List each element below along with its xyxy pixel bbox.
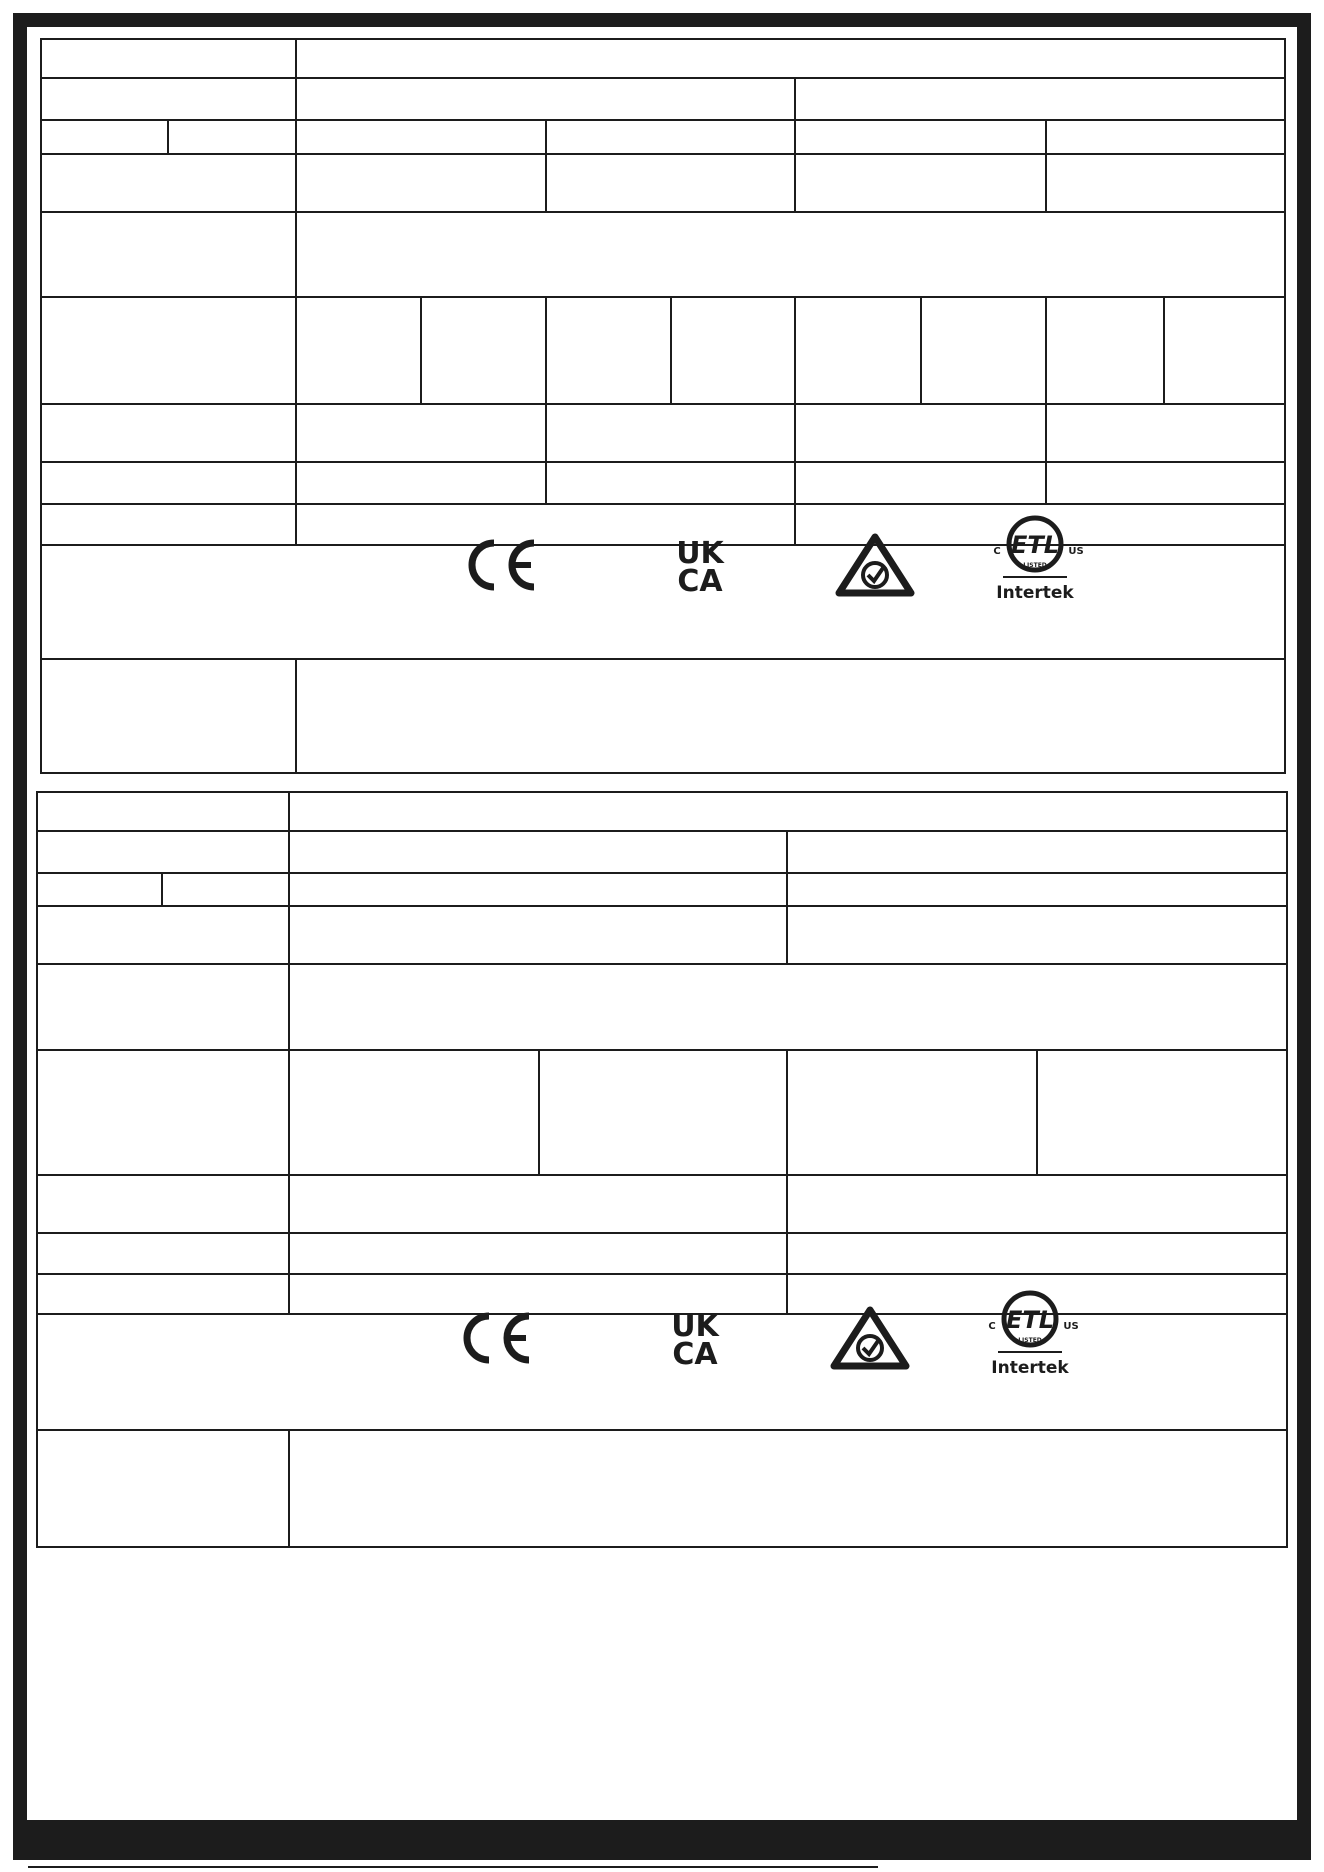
- svg-text:ETL: ETL: [1005, 1306, 1055, 1334]
- value-cell: [295, 298, 420, 403]
- row-label-cell: [42, 405, 295, 461]
- row-label-cell: [42, 660, 295, 774]
- svg-text:CA: CA: [677, 564, 723, 595]
- etl-listed-mark-icon: [970, 1289, 1090, 1386]
- table-row: [42, 546, 1284, 660]
- value-cell: [786, 1176, 1286, 1232]
- value-cell: [167, 121, 295, 153]
- value-cell: [295, 660, 1284, 774]
- row-label-cell: [38, 965, 288, 1049]
- value-cell: [288, 1051, 538, 1174]
- value-cell: [670, 298, 794, 403]
- svg-text:C: C: [988, 1321, 996, 1332]
- table-row: [38, 874, 1286, 907]
- ce-mark-icon: [460, 535, 540, 600]
- svg-text:UK: UK: [676, 536, 724, 571]
- table-row: [38, 907, 1286, 965]
- svg-text:US: US: [1068, 546, 1084, 557]
- value-cell: [295, 463, 545, 503]
- row-label-cell: [42, 298, 295, 403]
- svg-text:C: C: [993, 546, 1001, 557]
- value-cell: [161, 874, 288, 905]
- value-cell: [794, 298, 920, 403]
- value-cell: [1045, 405, 1284, 461]
- row-label-cell: [42, 79, 295, 119]
- table-row: [42, 40, 1284, 79]
- value-cell: [1036, 1051, 1286, 1174]
- value-cell: [288, 874, 786, 905]
- row-label-cell: [42, 40, 295, 77]
- etl-listed-mark-icon: [975, 514, 1095, 611]
- table-row: [38, 965, 1286, 1051]
- value-cell: [295, 405, 545, 461]
- table-row: [42, 405, 1284, 463]
- value-cell: [786, 832, 1286, 872]
- spec-table-1: [40, 38, 1286, 774]
- table-row: [38, 832, 1286, 874]
- value-cell: [794, 121, 1045, 153]
- row-label-cell: [38, 1051, 288, 1174]
- value-cell: [794, 463, 1045, 503]
- table-row: [42, 155, 1284, 213]
- table-row: [38, 1176, 1286, 1234]
- value-cell: [786, 1051, 1036, 1174]
- value-cell: [920, 298, 1045, 403]
- value-cell: [538, 1051, 786, 1174]
- table-row: [38, 793, 1286, 832]
- value-cell: [794, 405, 1045, 461]
- value-cell: [295, 79, 794, 119]
- svg-text:ETL: ETL: [1010, 531, 1060, 559]
- svg-text:CA: CA: [672, 1337, 718, 1368]
- value-cell: [288, 1431, 1286, 1548]
- row-label-cell: [42, 463, 295, 503]
- value-cell: [1045, 121, 1284, 153]
- row-label-cell: [38, 793, 288, 830]
- value-cell: [420, 298, 545, 403]
- value-cell: [794, 79, 1284, 119]
- row-label-cell: [38, 907, 288, 963]
- row-label-cell: [38, 1275, 288, 1313]
- table-row: [38, 1431, 1286, 1548]
- table-row: [42, 79, 1284, 121]
- row-label-cell: [42, 546, 1284, 658]
- table-row: [42, 298, 1284, 405]
- table-row: [42, 213, 1284, 298]
- value-cell: [295, 155, 545, 211]
- value-cell: [1163, 298, 1284, 403]
- svg-text:US: US: [1063, 1321, 1079, 1332]
- value-cell: [794, 155, 1045, 211]
- row-label-cell: [42, 121, 167, 153]
- ce-mark-icon: [455, 1308, 535, 1373]
- value-cell: [545, 121, 794, 153]
- value-cell: [786, 1234, 1286, 1273]
- row-label-cell: [42, 155, 295, 211]
- value-cell: [295, 213, 1284, 296]
- spec-table-2: [36, 791, 1288, 1548]
- rcm-mark-icon: [830, 1306, 910, 1375]
- value-cell: [288, 965, 1286, 1049]
- table-row: [42, 463, 1284, 505]
- value-cell: [288, 1176, 786, 1232]
- value-cell: [288, 907, 786, 963]
- row-label-cell: [38, 1176, 288, 1232]
- value-cell: [1045, 155, 1284, 211]
- value-cell: [545, 463, 794, 503]
- row-label-cell: [38, 874, 161, 905]
- svg-text:Intertek: Intertek: [991, 1358, 1069, 1378]
- row-label-cell: [42, 213, 295, 296]
- value-cell: [545, 298, 670, 403]
- bottom-rule: [28, 1866, 878, 1868]
- row-label-cell: [38, 1431, 288, 1548]
- table-row: [42, 121, 1284, 155]
- table-row: [42, 660, 1284, 774]
- row-label-cell: [38, 1234, 288, 1273]
- value-cell: [295, 40, 1284, 77]
- svg-text:LISTED: LISTED: [1018, 1337, 1042, 1344]
- ukca-mark-icon: [660, 1308, 730, 1373]
- value-cell: [786, 874, 1286, 905]
- row-label-cell: [42, 505, 295, 544]
- value-cell: [545, 405, 794, 461]
- value-cell: [1045, 298, 1163, 403]
- svg-text:LISTED: LISTED: [1023, 562, 1047, 569]
- value-cell: [786, 907, 1286, 963]
- rcm-mark-icon: [835, 533, 915, 602]
- table-row: [38, 1234, 1286, 1275]
- value-cell: [545, 155, 794, 211]
- value-cell: [288, 1234, 786, 1273]
- value-cell: [295, 121, 545, 153]
- value-cell: [1045, 463, 1284, 503]
- svg-text:UK: UK: [671, 1309, 719, 1344]
- value-cell: [288, 793, 1286, 830]
- svg-text:Intertek: Intertek: [996, 583, 1074, 603]
- row-label-cell: [38, 832, 288, 872]
- table-row: [38, 1051, 1286, 1176]
- ukca-mark-icon: [665, 535, 735, 600]
- value-cell: [288, 832, 786, 872]
- table-row: [42, 505, 1284, 546]
